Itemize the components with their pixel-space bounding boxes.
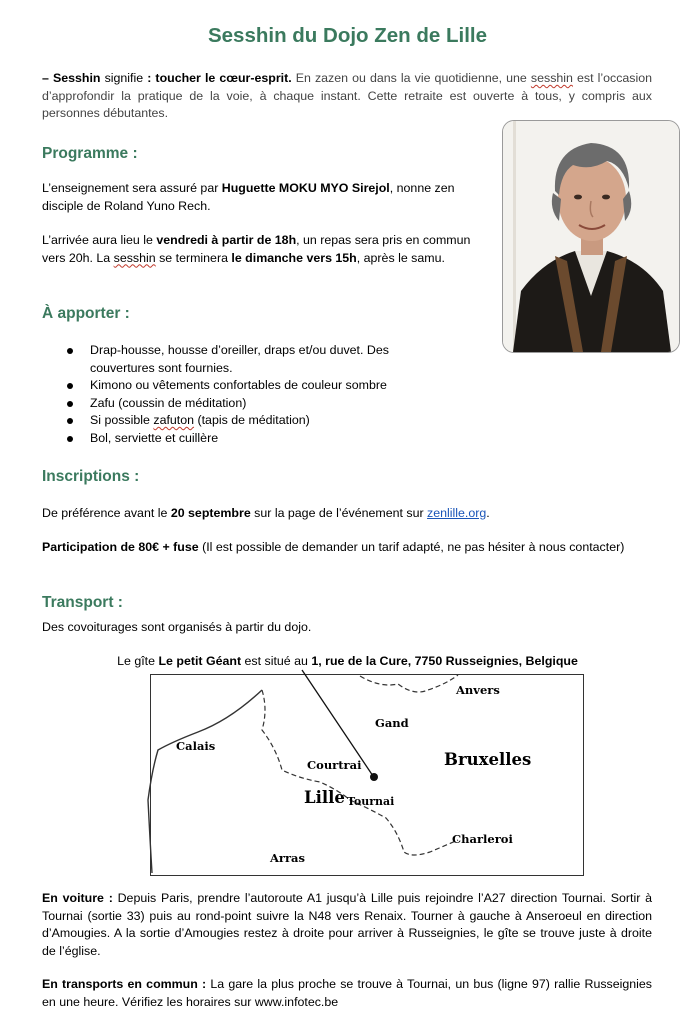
text: (Il est possible de demander un tarif adapté, ne pas hésiter à nous contacter) [198,540,625,554]
heading-apporter: À apporter : [42,305,130,322]
list-item-text: Bol, serviette et cuillère [90,430,219,445]
coastline [148,690,262,873]
list-item-text: (tapis de méditation) [197,413,310,427]
text: L’arrivée aura lieu le [42,233,157,247]
gite-name: Le petit Géant [158,654,242,668]
city-arras: Arras [270,851,305,865]
france-belgium-border [262,690,458,855]
gite-address: 1, rue de la Cure, 7750 Russeignies, Belgique [311,654,578,668]
voiture-label: En voiture : [42,891,113,905]
intro-text: signifie [100,71,148,85]
heading-transport: Transport : [42,594,123,611]
teacher-name: Huguette MOKU MYO Sirejol [221,181,390,195]
list-item-text: Si possible [90,413,154,427]
deadline: 20 septembre [170,506,251,520]
city-calais: Calais [176,739,216,753]
list-item-text: Drap-housse, housse d’oreiller, draps et/ou duvet. Des couvertures sont fournies. [90,343,389,375]
list-item-word: zafuton [153,413,195,427]
text: Le gîte [117,654,159,668]
text: est situé au [241,654,312,668]
netherlands-border [360,675,458,692]
page-title: Sesshin du Dojo Zen de Lille [207,24,488,47]
intro-bold: : toucher le cœur-esprit. [147,71,292,85]
text: sesshin [113,250,156,265]
start-time: vendredi à partir de 18h [156,233,297,247]
city-lille: Lille [304,788,345,807]
text: , un repas sera pris en commun vers 20h. La [42,233,471,265]
text: , nonne zen disciple de Roland Yuno Rech. [42,181,455,213]
intro-word: sesshin [530,71,573,85]
city-bruxelles: Bruxelles [444,750,532,769]
end-time: le dimanche vers 15h [231,250,357,265]
text: , après le samu. [356,250,445,265]
list-item-text: Zafu (coussin de méditation) [90,395,247,410]
city-tournai: Tournai [347,795,395,808]
commun-label: En transports en commun : [42,977,207,991]
zenlille-link[interactable]: zenlille.org [427,506,487,520]
text: Depuis Paris, prendre l’autoroute A1 jusqu’à Lille puis rejoindre l’A27 direction Tournai. Sortir à Tournai (sortie 33) puis au rond-point suivre la N48 vers Renaix. Tourner à gauche à Anseroeul en direction d’Amougies. A la sortie d’Amougies restez à droite pour arriver à Russeignies, le gîte se trouve juste à droite de l’église. [42,891,652,958]
text: De préférence avant le [42,506,171,520]
city-charleroi: Charleroi [452,832,513,846]
city-courtrai: Courtrai [307,758,362,772]
intro-bold: – Sesshin [42,71,101,85]
city-gand: Gand [375,716,409,730]
text: La gare la plus proche se trouve à Tournai, un bus (ligne 97) rallie Russeignies en une heure. Vérifiez les horaires sur www.infotec.be [42,977,652,1009]
text: sur la page de l’événement sur [250,506,428,520]
commun-paragraph [42,976,652,1011]
intro-text: est l’occasion d’approfondir la pratique de la voie, à chaque instant. Cette retraite est ouverte à tous, y compris aux personnes débutantes. [42,71,653,120]
transport-line: Des covoiturages sont organisés à partir du dojo. [42,620,312,634]
city-anvers: Anvers [456,683,500,697]
voiture-paragraph [42,890,652,960]
text: L’enseignement sera assuré par [42,181,222,195]
heading-inscriptions: Inscriptions : [42,468,140,485]
intro-text: En zazen ou dans la vie quotidienne, une [291,71,531,85]
gite-marker-icon [370,773,378,781]
text: se terminera [155,250,232,265]
list-item-text: Kimono ou vêtements confortables de couleur sombre [90,378,387,392]
heading-programme: Programme : [42,145,138,162]
price: Participation de 80€ + fuse [42,540,199,554]
text: . [486,506,490,520]
